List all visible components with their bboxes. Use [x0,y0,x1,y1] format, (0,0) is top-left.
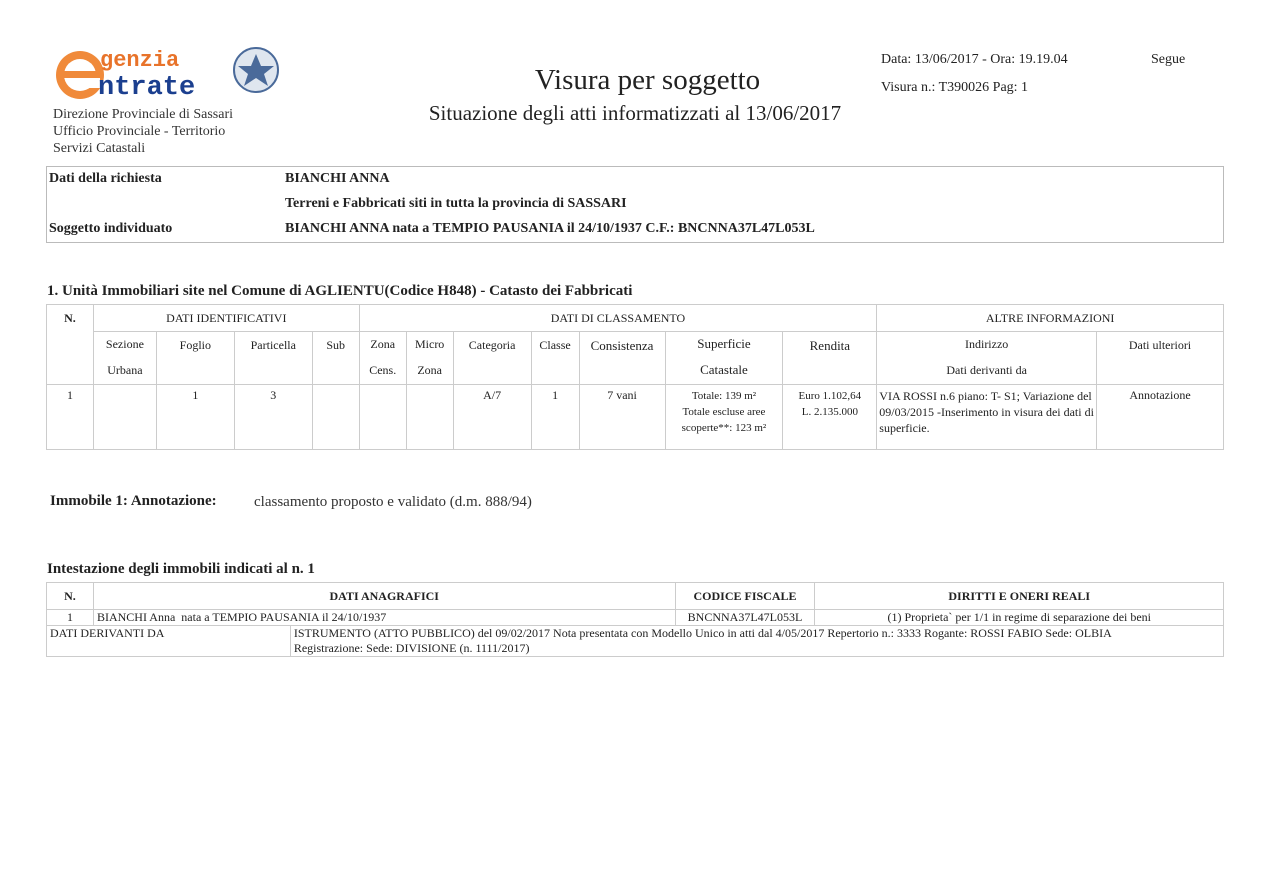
immobili-table [46,304,1224,450]
document-subtitle: Situazione degli atti informatizzati al 13/06/2017 [428,101,842,125]
row-micro [406,385,453,450]
sub-dati-derivanti: Dati derivanti da [877,356,1097,385]
owner-n: 1 [47,610,94,626]
table-row [47,610,1224,626]
header-dati-identificativi: DATI IDENTIFICATIVI [93,305,359,332]
superficie-line-3: scoperte**: 123 m² [681,422,767,434]
superficie-line-1: Totale: 139 m² [691,390,757,402]
sub-rendita: Rendita [783,332,877,385]
segue-label: Segue [1151,52,1186,67]
superficie-line-2: Totale escluse aree [682,406,766,418]
header-codice-fiscale: CODICE FISCALE [675,583,815,610]
richiesta-nome: BIANCHI ANNA [285,170,390,186]
row-categoria: A/7 [453,385,531,450]
table-row [47,385,1224,450]
document-title: Visura per soggetto [534,64,761,96]
sub-urbana: Urbana [93,356,156,385]
header-n: N. [47,583,94,610]
header-altre-informazioni: ALTRE INFORMAZIONI [877,305,1224,332]
derivanti-value [290,626,1223,657]
row-zona [359,385,406,450]
emblem-icon [234,48,278,92]
sub-foglio: Foglio [156,332,234,385]
row-sub [312,385,359,450]
sub-zona: Zona [359,332,406,357]
row-dati-ulteriori: Annotazione [1097,385,1224,450]
visura-number: Visura n.: T390026 Pag: 1 [881,80,1029,95]
section2-title: Intestazione degli immobili indicati al n. 1 [47,561,315,577]
label-soggetto: Soggetto individuato [49,220,173,236]
sub-sezione: Sezione [93,332,156,357]
sub-consistenza: Consistenza [579,332,665,385]
row-particella: 3 [234,385,312,450]
annotation [50,493,532,510]
sub-micro-zona: Zona [406,356,453,385]
agenzia-entrate-logo [52,40,284,106]
rendita-lire: L. 2.135.000 [801,406,858,418]
sub-indirizzo: Indirizzo [877,332,1097,357]
sub-cens: Cens. [359,356,406,385]
soggetto-individuato: BIANCHI ANNA nata a TEMPIO PAUSANIA il 24/10/1937 C.F.: BNCNNA37L47L053L [285,220,815,236]
row-rendita [783,385,877,450]
office-line-2: Ufficio Provinciale - Territorio [53,124,226,139]
table-row [47,626,1224,657]
sub-categoria: Categoria [453,332,531,385]
sub-classe: Classe [531,332,579,385]
owner-diritti: (1) Proprieta` per 1/1 in regime di separazione dei beni [815,610,1224,626]
row-n: 1 [47,385,94,450]
richiesta-ambito: Terreni e Fabbricati siti in tutta la provincia di SASSARI [285,195,627,211]
header-dati-anagrafici: DATI ANAGRAFICI [93,583,675,610]
row-classe: 1 [531,385,579,450]
sub-sub: Sub [312,332,359,385]
sub-micro: Micro [406,332,453,357]
logo-text-bottom: ntrate [98,73,196,103]
row-indirizzo: VIA ROSSI n.6 piano: T- S1; Variazione del 09/03/2015 -Inserimento in visura dei dati di superficie. [877,385,1097,450]
header-dati-classamento: DATI DI CLASSAMENTO [359,305,877,332]
row-consistenza: 7 vani [579,385,665,450]
header-diritti: DIRITTI E ONERI REALI [815,583,1224,610]
sub-catastale: Catastale [665,356,783,385]
office-line-1: Direzione Provinciale di Sassari [53,107,234,122]
sub-particella: Particella [234,332,312,385]
office-info [53,106,233,157]
owner-anagrafici: BIANCHI Anna nata a TEMPIO PAUSANIA il 24/10/1937 [93,610,675,626]
section1-title: 1. Unità Immobiliari site nel Comune di AGLIENTU(Codice H848) - Catasto dei Fabbricati [47,283,633,299]
office-line-3: Servizi Catastali [53,141,146,156]
row-foglio: 1 [156,385,234,450]
annotation-value: classamento proposto e validato (d.m. 888/94) [254,494,532,510]
header-n: N. [47,305,94,385]
logo-text-top: genzia [100,48,180,73]
annotation-label: Immobile 1: Annotazione: [50,493,217,509]
derivanti-label: DATI DERIVANTI DA [47,626,291,657]
row-sezione [93,385,156,450]
sub-dati-ulteriori: Dati ulteriori [1097,332,1224,385]
sub-superficie: Superficie [665,332,783,357]
date-time: Data: 13/06/2017 - Ora: 19.19.04 [881,52,1068,67]
row-superficie [665,385,783,450]
label-dati-richiesta: Dati della richiesta [49,170,162,186]
rendita-euro: Euro 1.102,64 [798,390,862,402]
request-table [46,166,1224,241]
owner-codice-fiscale: BNCNNA37L47L053L [675,610,815,626]
derivanti-line-1: ISTRUMENTO (ATTO PUBBLICO) del 09/02/2017 Nota presentata con Modello Unico in atti dal 4/05/2017 Repertorio n.: 3333 Rogante: ROSSI FABIO Sede: OLBIA [293,626,1112,640]
intestazione-table [46,582,1224,657]
derivanti-line-2: Registrazione: Sede: DIVISIONE (n. 1111/2017) [293,641,530,655]
